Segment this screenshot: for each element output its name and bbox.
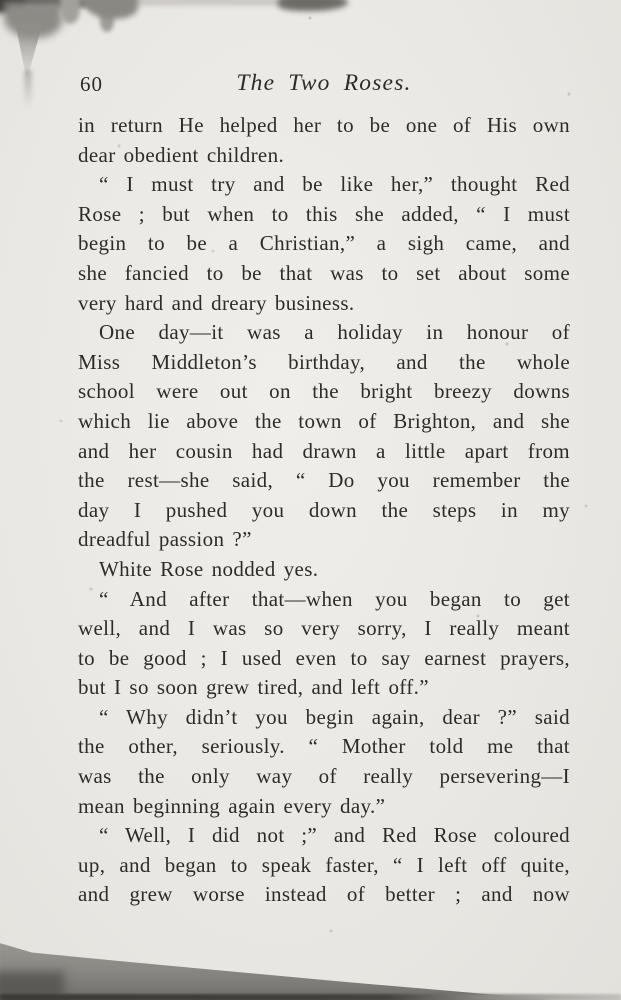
text-line: “ Why didn’t you begin again, dear ?” said: [99, 704, 570, 729]
text-line: dreadful passion ?”: [78, 527, 252, 552]
text-line: school were out on the bright breezy downs: [78, 379, 570, 404]
paragraph: [78, 170, 570, 318]
scan-stain-top-band: [0, 0, 122, 8]
scan-stain-blob-right: [86, 0, 138, 19]
text-line: and her cousin had drawn a little apart from: [78, 438, 570, 463]
text-line: “ Well, I did not ;” and Red Rose coloured: [99, 823, 570, 848]
text-line: to be good ; I used even to say earnest prayers,: [78, 645, 570, 670]
paragraph: [78, 555, 570, 585]
text-line: was the only way of really persevering—I: [78, 764, 570, 789]
page-header: [78, 70, 570, 102]
text-line: the other, seriously. “ Mother told me that: [78, 734, 570, 759]
paragraph: [78, 111, 570, 170]
text-line: mean beginning again every day.”: [78, 793, 386, 818]
text-line: “ And after that—when you began to get: [99, 586, 570, 611]
text-line: “ I must try and be like her,” thought Red: [99, 172, 570, 197]
text-line: in return He helped her to be one of His own: [78, 113, 570, 137]
text-line: White Rose nodded yes.: [99, 556, 319, 581]
scan-stain-top-corner: [0, 0, 25, 13]
paragraph: [78, 703, 570, 821]
text-line: Rose ; but when to this she added, “ I must: [78, 201, 570, 226]
text-line: very hard and dreary business.: [78, 290, 355, 315]
scan-stain-drip-long: [15, 22, 43, 80]
scan-stain-top-band-faint: [110, 0, 290, 5]
paragraph: [78, 821, 570, 910]
paragraph: [78, 318, 570, 555]
scan-stain-drip-tail: [24, 70, 32, 108]
text-line: up, and began to speak faster, “ I left off quite,: [78, 852, 570, 877]
text-line: but I so soon grew tired, and left off.”: [78, 675, 429, 700]
scan-stain-drip-small: [60, 0, 80, 24]
running-title: The Two Roses.: [236, 70, 412, 96]
scan-stain-drip-wide: [4, 2, 62, 38]
scan-shadow-bottom-wedge: [0, 938, 590, 1000]
text-line: begin to be a Christian,” a sigh came, and: [78, 231, 570, 256]
text-line: well, and I was so very sorry, I really meant: [78, 616, 570, 641]
scan-shadow-bottom-band: [0, 994, 621, 1000]
text-line: Miss Middleton’s birthday, and the whole: [78, 349, 570, 374]
scan-shadow-bottom-corner: [0, 972, 64, 1000]
text-line: which lie above the town of Brighton, and she: [78, 408, 570, 433]
paragraph: [78, 585, 570, 703]
page-number: 60: [80, 72, 103, 96]
text-line: the rest—she said, “ Do you remember the: [78, 468, 570, 493]
text-line: dear obedient children.: [78, 142, 285, 167]
scan-stain-top-splat: [278, 0, 348, 11]
text-line: she fancied to be that was to set about some: [78, 260, 570, 285]
text-block: [78, 111, 570, 910]
paper-specks: [0, 0, 2, 2]
text-line: and grew worse instead of better ; and now: [78, 882, 570, 907]
scan-stain-blob-drip: [100, 10, 114, 32]
text-line: day I pushed you down the steps in my: [78, 497, 570, 522]
text-line: One day—it was a holiday in honour of: [99, 320, 570, 345]
